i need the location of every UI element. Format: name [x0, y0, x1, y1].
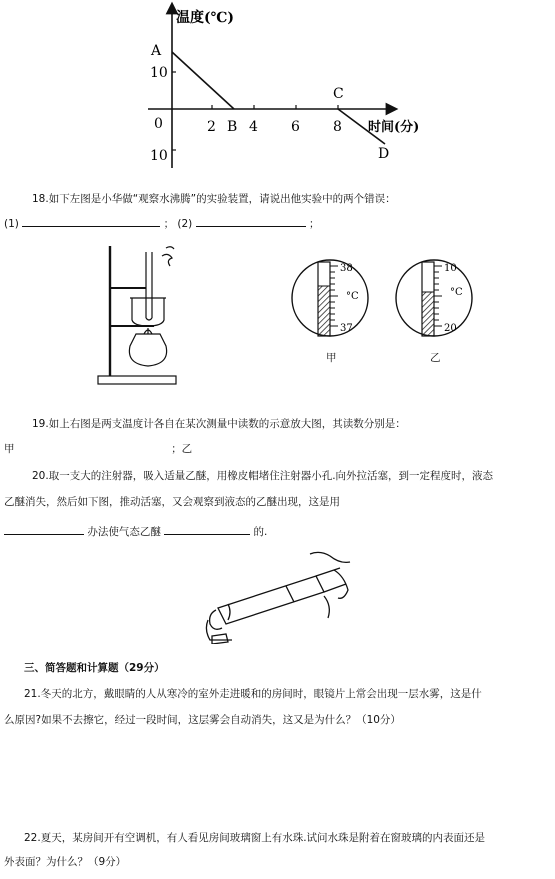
- point-c-label: C: [333, 86, 344, 102]
- thermometer-yi-caption: 乙: [430, 352, 441, 364]
- y-tick-top: 10: [150, 65, 168, 81]
- temperature-time-graph: [0, 0, 555, 185]
- q19-answer-line: [4, 441, 192, 456]
- q18-prompt: 18.如下左图是小华做“观察水沸腾”的实验装置，请说出他实验中的两个错误：: [32, 193, 396, 205]
- q20-mid: 办法使气态乙醚: [87, 526, 161, 538]
- thermometer-yi-unit: °C: [450, 287, 463, 298]
- q19-prompt: 19.如上右图是两支温度计各自在某次测量中读数的示意放大图，其读数分别是：: [32, 418, 406, 430]
- x-tick-6: 6: [291, 119, 300, 135]
- q19-blank-1[interactable]: [18, 442, 168, 452]
- thermometer-jia-unit: °C: [346, 291, 359, 302]
- q22-line-2: 外表面？为什么？（9分）: [4, 856, 127, 868]
- point-d-label: D: [378, 146, 390, 162]
- thermometer-yi-top-value: 10: [444, 263, 457, 274]
- y-tick-bottom: 10: [150, 148, 168, 164]
- point-b-label: B: [227, 119, 238, 135]
- q20-line-2: 乙醚消失，然后如下图，推动活塞，又会观察到液态的乙醚出现，这是用: [4, 496, 340, 508]
- boiling-apparatus-illustration: [96, 238, 196, 388]
- thermometer-yi-bottom-value: 20: [444, 323, 457, 334]
- thermometer-jia-top-value: 38: [340, 263, 353, 274]
- section-3-title: 三、简答题和计算题（29分）: [24, 662, 165, 674]
- q20-answer-line: [4, 524, 267, 539]
- thermometer-jia-magnified: [290, 250, 370, 350]
- q18-blank-2[interactable]: [196, 216, 306, 227]
- q18-part1-label: (1): [4, 218, 19, 230]
- x-tick-8: 8: [333, 119, 342, 135]
- q18-end: ；: [308, 218, 320, 230]
- q22-line-1: 22.夏天，某房间开有空调机，有人看见房间玻璃窗上有水珠.试问水珠是附着在窗玻璃的内表面还是: [24, 832, 486, 844]
- x-axis-label: 时间(分): [368, 120, 420, 135]
- q18-sep: ；: [163, 218, 175, 230]
- q18-answer-line: [4, 216, 319, 231]
- q20-blank-1[interactable]: [4, 524, 84, 535]
- x-tick-2: 2: [207, 119, 216, 135]
- q20-blank-2[interactable]: [164, 524, 250, 535]
- thermometer-jia-caption: 甲: [326, 352, 337, 364]
- q21-line-2: 么原因?如果不去擦它，经过一段时间，这层雾会自动消失，这又是为什么？（10分）: [4, 714, 401, 726]
- q20-line-1: 20.取一支大的注射器，吸入适量乙醚，用橡皮帽堵住注射器小孔.向外拉活塞，到一定程度时，液态: [32, 470, 494, 482]
- q18-blank-1[interactable]: [22, 216, 160, 227]
- q19-label-yi: ；乙: [171, 443, 193, 455]
- q19-label-jia: 甲: [4, 443, 15, 455]
- x-tick-4: 4: [249, 119, 258, 135]
- y-axis-label: 温度(℃): [176, 10, 235, 26]
- segment-ab: [172, 52, 234, 109]
- q20-end: 的.: [253, 526, 268, 538]
- q21-line-1: 21.冬天的北方，戴眼睛的人从寒冷的室外走进暖和的房间时，眼镜片上常会出现一层水雾，这是什: [24, 688, 482, 700]
- q18-part2-label: (2): [177, 218, 193, 230]
- syringe-illustration: [198, 548, 358, 644]
- point-a-label: A: [151, 43, 162, 59]
- thermometer-jia-bottom-value: 37: [340, 323, 353, 334]
- origin-label: 0: [154, 116, 163, 132]
- thermometer-yi-magnified: [394, 250, 474, 350]
